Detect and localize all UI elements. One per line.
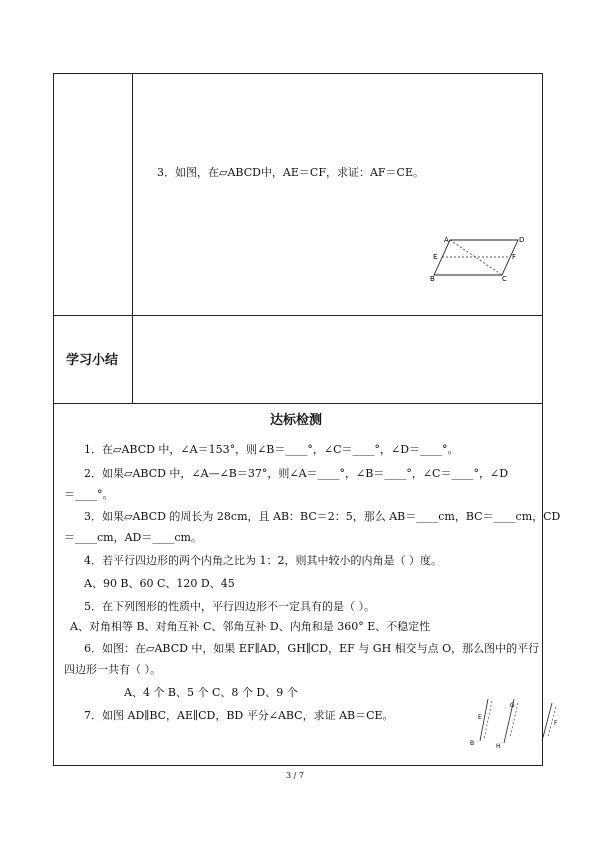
- fig-label-E: E: [433, 253, 438, 261]
- test-line-3: ＝____°。: [64, 488, 114, 501]
- table-border-bottom: [53, 765, 543, 766]
- question-3: 3．如图，在▱ABCD中，AE＝CF，求证：AF＝CE。: [157, 166, 424, 179]
- test-line-5: ＝____cm，AD＝____cm。: [64, 531, 202, 544]
- test-line-4: 3．如果▱ABCD 的周长为 28cm，且 AB：BC＝2：5，那么 AB＝____cm，BC＝____cm，CD: [84, 510, 561, 523]
- fig-label-B: B: [430, 275, 435, 282]
- small-fig-label-H: H: [496, 743, 501, 749]
- test-line-13: 7．如图 AD∥BC，AE∥CD，BD 平分∠ABC，求证 AB＝CE。: [84, 709, 394, 722]
- page-number: 3 / 7: [286, 771, 304, 780]
- table-border-top: [53, 73, 543, 74]
- test-line-10: 6．如图：在▱ABCD 中，如果 EF∥AD，GH∥CD，EF 与 GH 相交与点 O，那么图中的平行: [84, 642, 540, 655]
- test-line-8: 5．在下列图形的性质中，平行四边形不一定具有的是（ ）。: [84, 600, 375, 613]
- fig-label-A: A: [444, 236, 449, 244]
- small-figures: [470, 693, 570, 749]
- test-line-2: 2．如果▱ABCD 中，∠A—∠B＝37°，则∠A＝____°，∠B＝____°，∠C＝____°，∠D: [84, 467, 509, 480]
- small-fig-label-E: E: [478, 714, 482, 721]
- test-line-9: A、对角相等 B、对角互补 C、邻角互补 D、内角和是 360° E、不稳定性: [70, 620, 431, 633]
- test-line-12: A、4 个 B、5 个 C、8 个 D、9 个: [124, 686, 298, 699]
- fig-label-C: C: [502, 275, 507, 282]
- test-line-6: 4．若平行四边形的两个内角之比为 1：2，则其中较小的内角是（ ）度。: [84, 554, 442, 567]
- row-divider-2: [53, 403, 543, 404]
- fig-label-F: F: [512, 253, 517, 261]
- parallelogram-figure: [430, 232, 530, 282]
- small-fig-label-B: B: [470, 740, 475, 747]
- row-divider-1: [53, 315, 543, 316]
- summary-label: 学习小结: [66, 353, 119, 368]
- table-border-right: [542, 73, 543, 766]
- test-line-7: A、90 B、60 C、120 D、45: [84, 577, 235, 590]
- test-title: 达标检测: [270, 413, 323, 428]
- column-divider: [132, 73, 133, 403]
- table-border-left: [53, 73, 54, 766]
- fig-label-D: D: [519, 236, 525, 244]
- small-fig-label-G: G: [510, 702, 515, 709]
- small-fig-label-F: F: [554, 720, 558, 727]
- test-line-11: 四边形一共有（ ）。: [64, 663, 161, 676]
- test-line-1: 1．在▱ABCD 中，∠A＝153°，则∠B＝____°，∠C＝____°，∠D＝____°。: [84, 443, 459, 456]
